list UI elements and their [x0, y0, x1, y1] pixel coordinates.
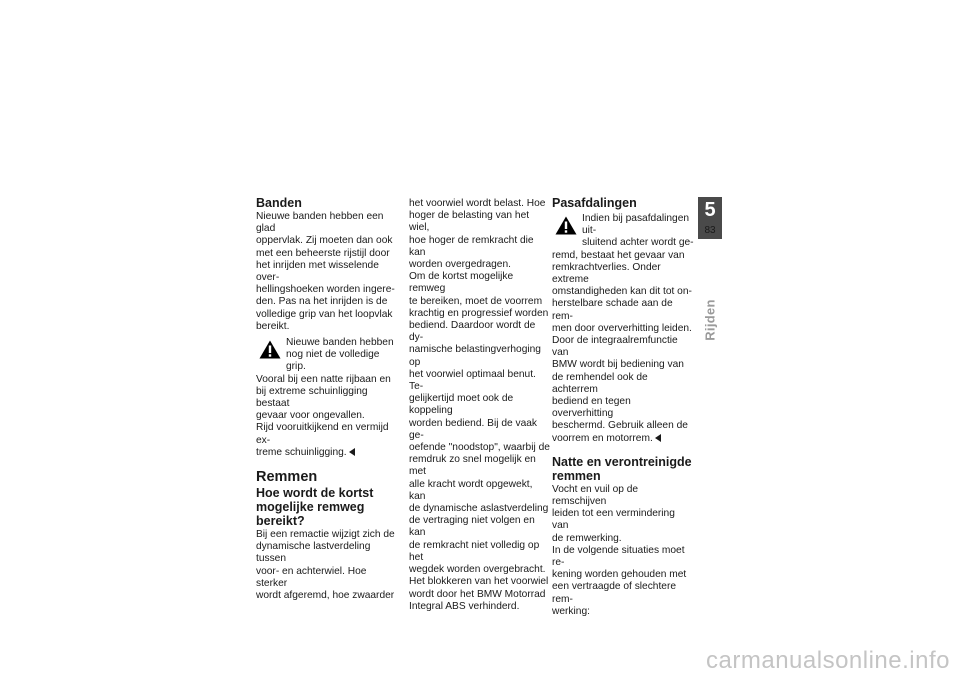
text-line: hoger de belasting van het wiel, — [409, 210, 530, 234]
banden-paragraph — [256, 211, 398, 333]
end-triangle-icon — [655, 434, 661, 442]
warning-line-text: voorrem en motorrem. — [552, 432, 653, 444]
text-line: wordt door het BMW Motorrad — [409, 588, 546, 600]
warning-line: Door de integraalremfunctie van — [552, 335, 678, 359]
column-middle — [409, 198, 551, 613]
warning-line: gevaar voor ongevallen. — [256, 410, 365, 422]
text-line: bediend. Daardoor wordt de dy- — [409, 320, 536, 344]
text-line: te bereiken, moet de voorrem — [409, 295, 543, 307]
warning-line: Indien bij pasafdalingen uit- — [582, 213, 690, 237]
heading-line: remmen — [552, 468, 601, 483]
text-line: Bij een remactie wijzigt zich de — [256, 529, 395, 541]
text-line: Om de kortst mogelijke remweg — [409, 271, 514, 295]
warning-line: remkrachtverlies. Onder extreme — [552, 261, 661, 286]
heading-line: bereikt? — [256, 514, 305, 529]
text-line: Integral ABS verhinderd. — [409, 600, 520, 612]
text-line: wegdek worden overgebracht. — [409, 564, 546, 576]
text-line: wordt afgeremd, hoe zwaarder — [256, 590, 395, 602]
remweg-paragraph — [256, 529, 398, 602]
warning-line: herstelbare schade aan de rem- — [552, 298, 673, 322]
warning-line: Nieuwe banden hebben — [286, 337, 394, 349]
warning-line: bediend en tegen oververhitting — [552, 396, 631, 420]
text-line: de remwerking. — [552, 532, 622, 544]
warning-line: beschermd. Gebruik alleen de — [552, 420, 688, 432]
text-line: hoe hoger de remkracht die kan — [409, 234, 534, 258]
heading-pasafdalingen: Pasafdalingen — [552, 196, 637, 210]
text-line: Nieuwe banden hebben een glad — [256, 211, 384, 235]
text-line: leiden tot een vermindering van — [552, 508, 675, 532]
warning-line: men door oververhitting leiden. — [552, 322, 692, 334]
text-line: den. Pas na het inrijden is de — [256, 296, 388, 308]
warning-line: Vooral bij een natte rijbaan en — [256, 373, 391, 385]
text-line: oppervlak. Zij moeten dan ook — [256, 235, 393, 247]
warning-line: bij extreme schuinligging bestaat — [256, 385, 368, 410]
warning-pasafdalingen — [552, 213, 694, 250]
text-line: krachtig en progressief worden — [409, 307, 549, 319]
warning-line: omstandigheden kan dit tot on- — [552, 286, 692, 298]
text-line: werking: — [552, 605, 590, 617]
text-line: dynamische lastverdeling tussen — [256, 541, 371, 565]
text-line: voor- en achterwiel. Hoe sterker — [256, 565, 367, 589]
warning-triangle-icon — [259, 340, 281, 359]
text-line: oefende "noodstop", waarbij de — [409, 442, 550, 454]
heading-kortste-remweg — [256, 486, 398, 528]
heading-line: Hoe wordt de kortst — [256, 486, 374, 501]
text-line: het voorwiel wordt belast. Hoe — [409, 198, 546, 209]
warning-banden-continued — [256, 374, 398, 459]
warning-line: Rijd vooruitkijkend en vermijd ex- — [256, 422, 389, 446]
text-line: worden overgedragen. — [409, 259, 511, 271]
text-line: namische belastingverhoging op — [409, 344, 541, 368]
warning-line: BMW wordt bij bediening van — [552, 359, 684, 371]
page-number: 83 — [704, 225, 716, 236]
warning-line-last — [552, 433, 694, 445]
chapter-number: 5 — [704, 199, 716, 221]
text-line: alle kracht wordt opgewekt, kan — [409, 478, 533, 502]
watermark: carmanualsonline.info — [706, 647, 950, 674]
warning-line: de remhendel ook de achterrem — [552, 371, 648, 395]
text-line: gelijkertijd moet ook de koppeling — [409, 393, 514, 417]
warning-triangle-icon — [555, 216, 577, 235]
text-line: het voorwiel optimaal benut. Te- — [409, 368, 536, 393]
warning-line: nog niet de volledige grip. — [286, 349, 380, 373]
natte-paragraph — [552, 484, 694, 618]
text-line: kening worden gehouden met — [552, 569, 687, 581]
text-line: In de volgende situaties moet re- — [552, 544, 685, 569]
text-line: Het blokkeren van het voorwiel — [409, 576, 549, 588]
heading-banden: Banden — [256, 196, 302, 210]
text-line: hellingshoeken worden ingere- — [256, 284, 395, 296]
chapter-title-vertical: Rijden — [702, 299, 718, 341]
column-right — [552, 196, 694, 618]
text-line: worden bediend. Bij de vaak ge- — [409, 417, 537, 441]
text-line: remdruk zo snel mogelijk en met — [409, 454, 536, 478]
text-line: de dynamische aslastverdeling — [409, 503, 549, 515]
heading-line: Natte en verontreinigde — [552, 454, 692, 469]
text-line: de remkracht niet volledig op het — [409, 539, 540, 563]
warning-line-last — [256, 447, 398, 459]
text-line: het inrijden met wisselende over- — [256, 259, 379, 284]
text-line: bereikt. — [256, 320, 290, 332]
warning-banden — [256, 337, 398, 374]
heading-line: mogelijke remweg — [256, 500, 365, 515]
warning-line: remd, bestaat het gevaar van — [552, 249, 685, 261]
end-triangle-icon — [349, 448, 355, 456]
text-line: met een beheerste rijstijl door — [256, 247, 390, 259]
text-line: volledige grip van het loopvlak — [256, 308, 393, 320]
warning-line-text: treme schuinligging. — [256, 446, 347, 458]
warning-pasafdalingen-continued — [552, 250, 694, 445]
text-line: de vertraging niet volgen en kan — [409, 515, 535, 539]
column-left — [256, 196, 398, 602]
text-line: Vocht en vuil op de remschijven — [552, 483, 639, 508]
heading-natte-remmen — [552, 455, 694, 483]
heading-remmen: Remmen — [256, 469, 318, 486]
warning-line: sluitend achter wordt ge- — [582, 237, 694, 249]
text-line: een vertraagde of slechtere rem- — [552, 581, 677, 605]
